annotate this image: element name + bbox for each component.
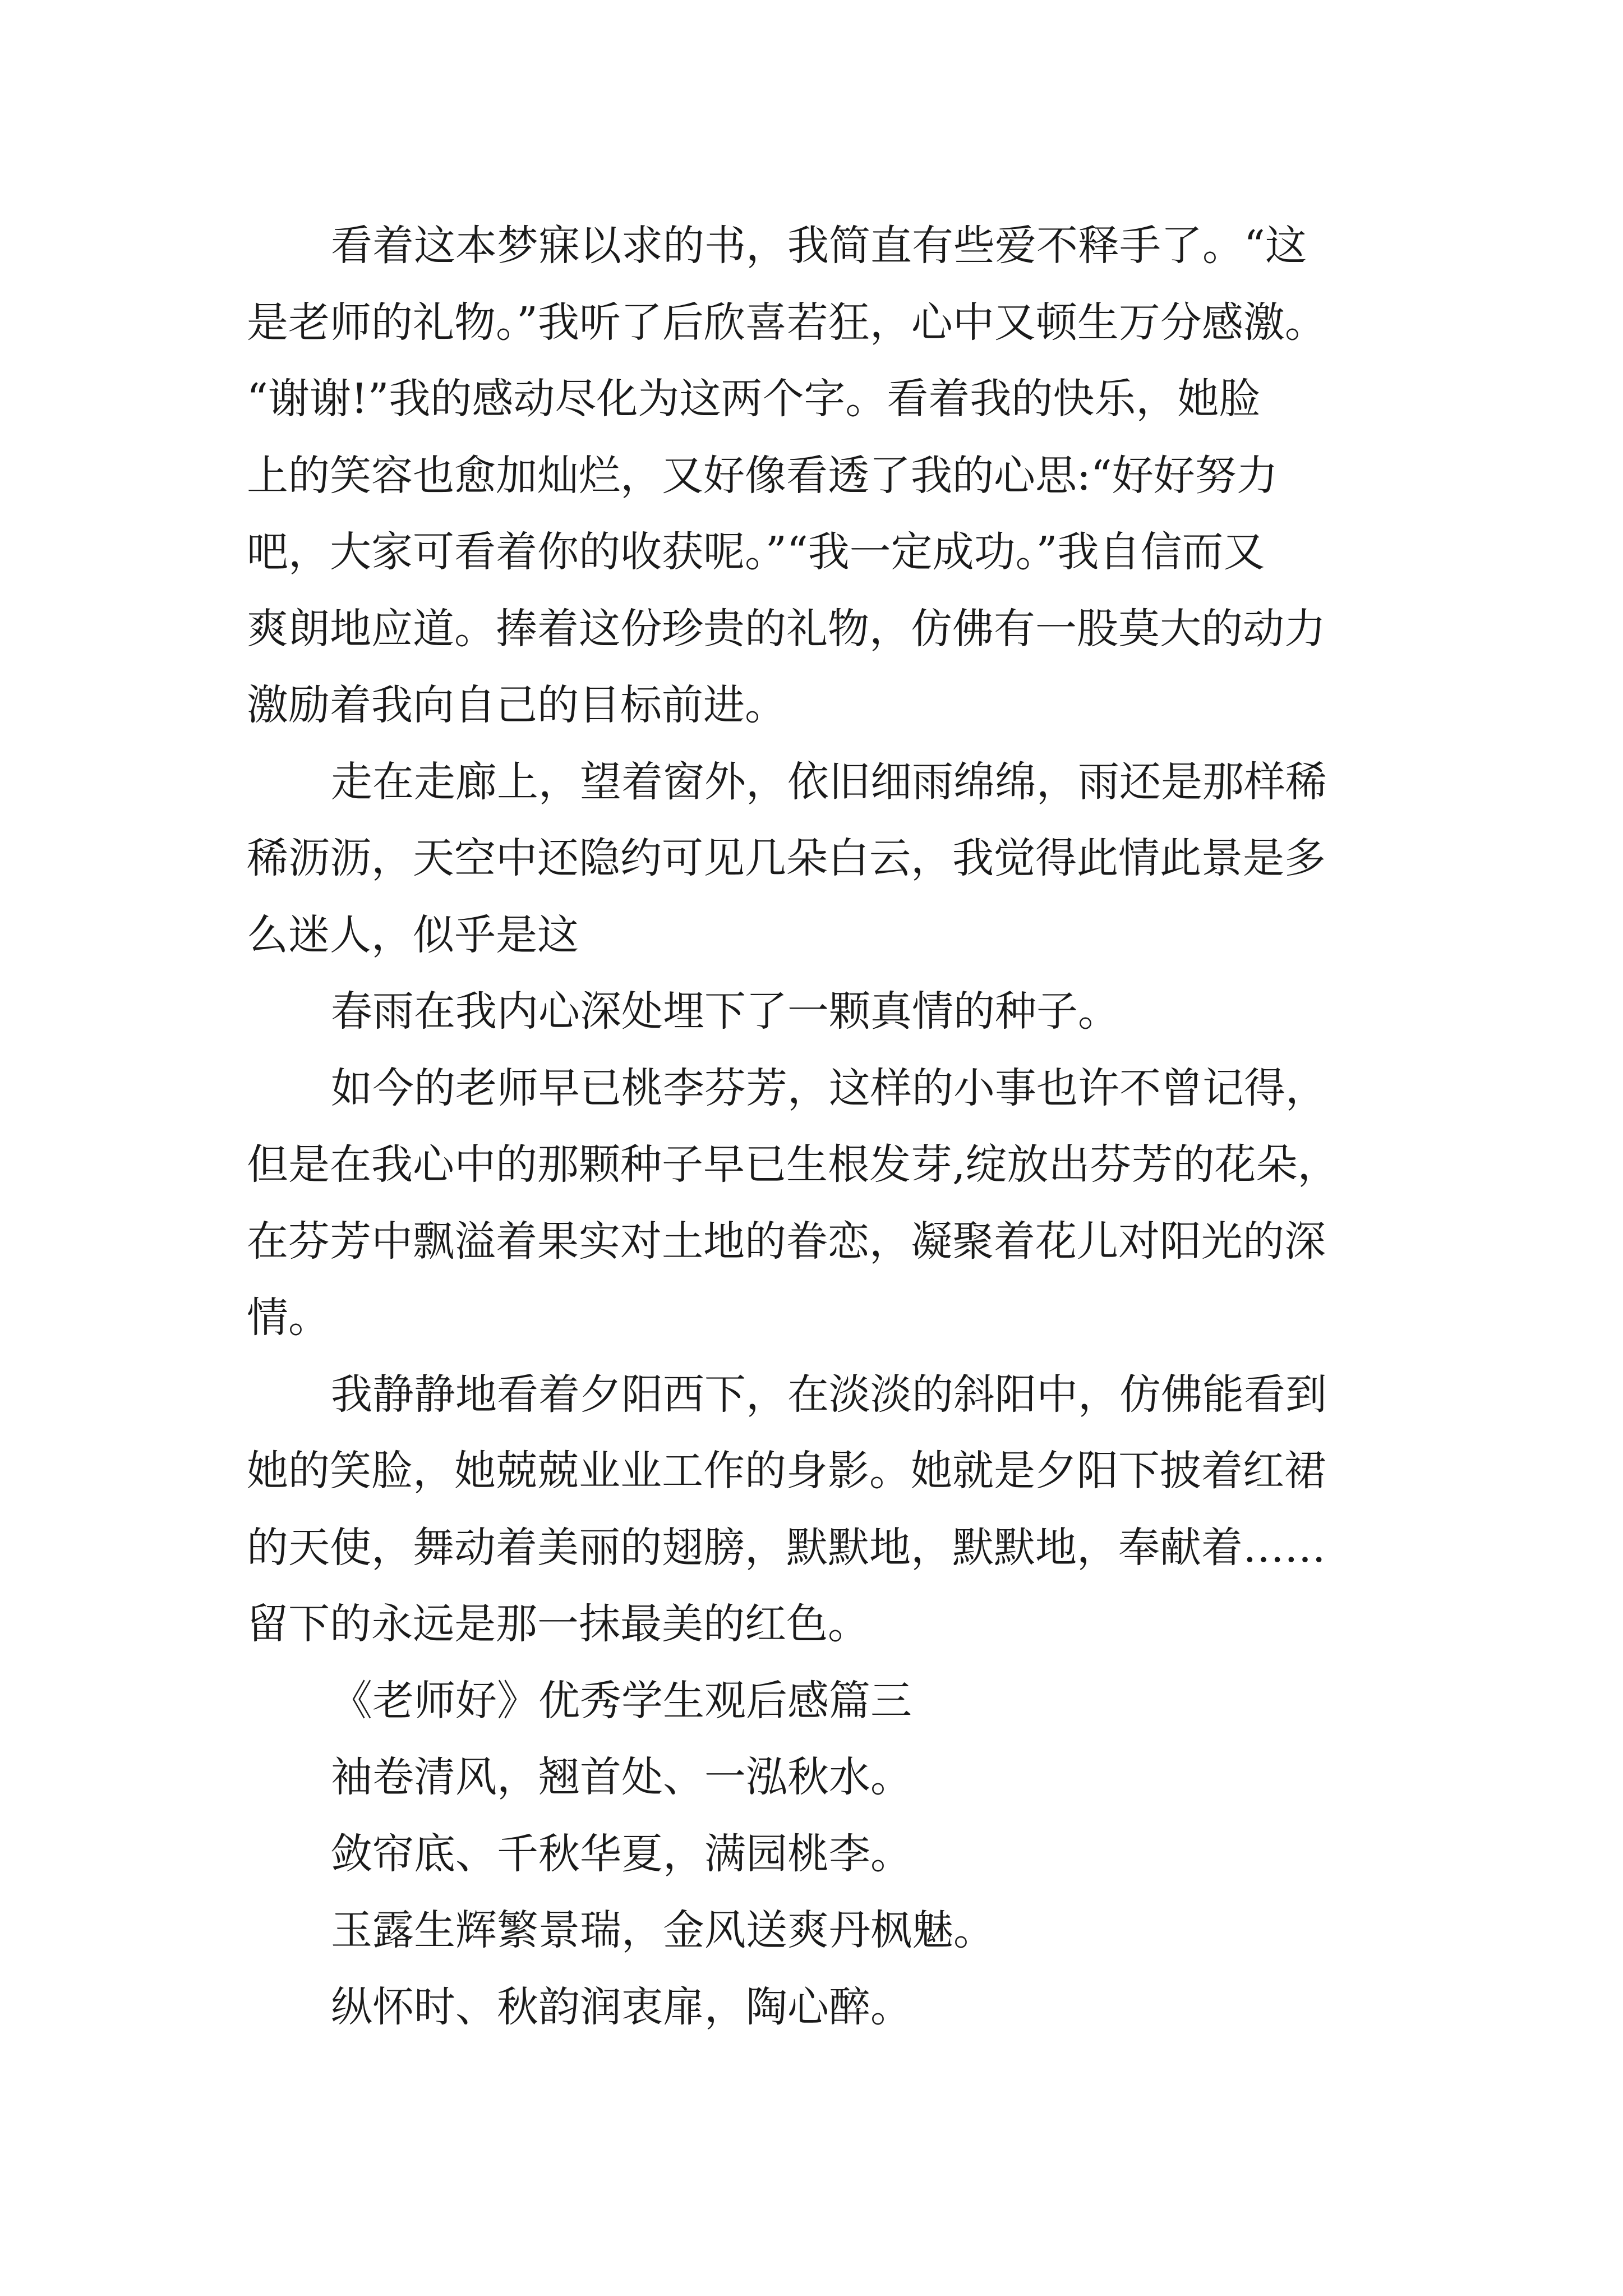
poem-line: 袖卷清风，翘首处、一泓秋水。 <box>331 1753 912 1801</box>
text-line: 看着这本梦寐以求的书，我简直有些爱不释手了。“这 <box>331 222 1307 270</box>
text-line: 的天使，舞动着美丽的翅膀，默默地，默默地，奉献着…… <box>247 1523 1326 1572</box>
text-line: 爽朗地应道。捧着这份珍贵的礼物，仿佛有一股莫大的动力 <box>247 604 1326 653</box>
text-line: “谢谢!”我的感动尽化为这两个字。看着我的快乐，她脸 <box>247 375 1261 423</box>
text-line: 稀沥沥，天空中还隐约可见几朵白云，我觉得此情此景是多 <box>247 834 1326 882</box>
text-line: 么迷人，似乎是这 <box>247 910 579 959</box>
text-line: 是老师的礼物。”我听了后欣喜若狂，心中又顿生万分感激。 <box>247 298 1326 347</box>
section-heading: 《老师好》优秀学生观后感篇三 <box>331 1676 912 1725</box>
text-line: 激励着我向自己的目标前进。 <box>247 681 786 729</box>
text-line: 在芬芳中飘溢着果实对土地的眷恋，凝聚着花儿对阳光的深 <box>247 1217 1326 1266</box>
text-line: 但是在我心中的那颗种子早已生根发芽,绽放出芬芳的花朵， <box>247 1140 1339 1189</box>
text-line: 吧，大家可看着你的收获呢。”“我一定成功。”我自信而又 <box>247 528 1265 576</box>
document-body <box>247 208 1458 2045</box>
text-line: 情。 <box>247 1294 330 1342</box>
text-line: 她的笑脸，她兢兢业业工作的身影。她就是夕阳下披着红裙 <box>247 1447 1326 1495</box>
poem-line: 纵怀时、秋韵润衷扉，陶心醉。 <box>331 1982 912 2031</box>
text-line: 上的笑容也愈加灿烂，又好像看透了我的心思:“好好努力 <box>247 451 1278 500</box>
poem-line: 敛帘底、千秋华夏，满园桃李。 <box>331 1829 912 1878</box>
text-line: 留下的永远是那一抹最美的红色。 <box>247 1600 869 1648</box>
text-line: 我静静地看着夕阳西下，在淡淡的斜阳中，仿佛能看到 <box>331 1370 1327 1419</box>
text-line: 春雨在我内心深处埋下了一颗真情的种子。 <box>331 987 1119 1036</box>
text-line: 如今的老师早已桃李芬芳，这样的小事也许不曾记得， <box>331 1064 1327 1112</box>
poem-line: 玉露生辉繁景瑞，金风送爽丹枫魅。 <box>331 1906 995 1954</box>
text-line: 走在走廊上，望着窗外，依旧细雨绵绵，雨还是那样稀 <box>331 757 1327 806</box>
